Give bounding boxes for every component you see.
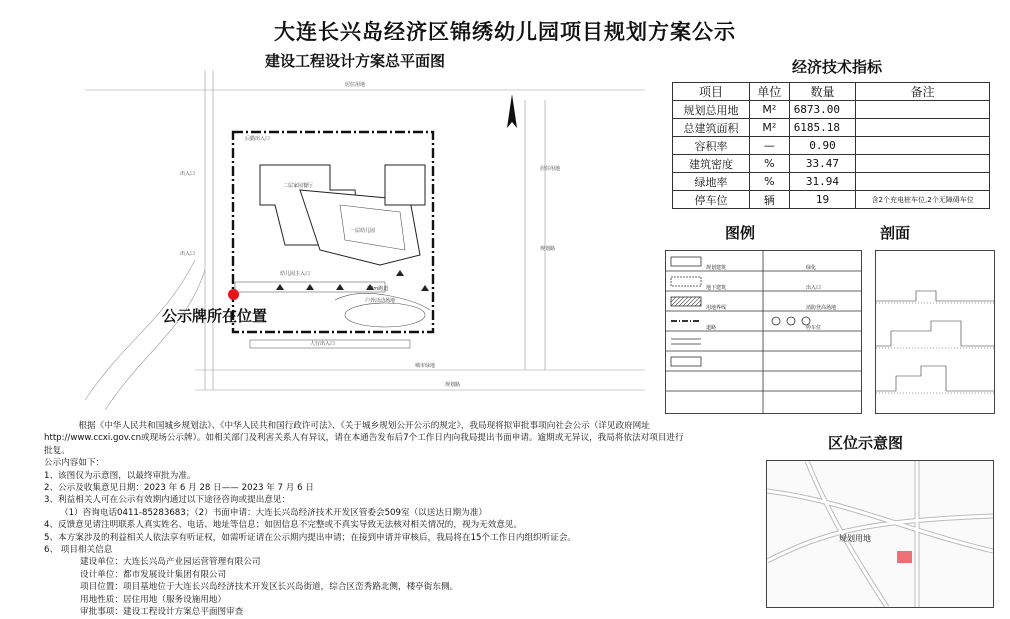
notice-item: 3、利益相关人可在公示有效期内通过以下途径咨询或提出意见： xyxy=(44,495,291,506)
table-row xyxy=(673,173,990,191)
plan-label-service-entrance: 后勤出入口 xyxy=(245,136,271,142)
notice-intro-2: http://www.ccxi.gov.cn或现场公示牌）。如相关部门及利害关系人有异议，请在本通告发布后7个工作日内向我局提出书面申请。逾期或无异议，我局将依法对项目进行 xyxy=(44,433,684,444)
table-row xyxy=(673,137,990,155)
row-item: 规划总用地 xyxy=(673,101,750,119)
project-info: 设计单位：都市发展设计集团有限公司 xyxy=(80,569,227,580)
site-plan-drawing xyxy=(85,70,645,410)
notice-item: 2、公示及收集意见日期：2023 年 6 月 28 日—— 2023 年 7 月 6 日 xyxy=(44,483,314,494)
site-plan-title: 建设工程设计方案总平面图 xyxy=(265,52,446,70)
col-header: 数量 xyxy=(789,83,856,101)
notice-text xyxy=(44,420,684,619)
plan-label-activity: 户外活动场地 xyxy=(365,298,396,304)
row-value: 19 xyxy=(789,191,856,209)
sign-location-label: 公示牌所在位置 xyxy=(162,307,268,325)
location-map-drawing xyxy=(767,461,993,607)
project-info: 项目位置：项目基地位于大连长兴岛经济技术开发区长兴岛街道，综合区峦秀路北侧，楼亭街东侧。 xyxy=(80,582,459,593)
notice-item: 1、该图仅为示意图，以最终审批为准。 xyxy=(44,470,196,481)
row-note: 含2个充电桩车位,2个无障碍车位 xyxy=(856,191,990,209)
project-info: 建设单位：大连长兴岛产业园运营管理有限公司 xyxy=(80,557,261,568)
legend-labels-right xyxy=(806,258,836,338)
row-value: 6873.00 xyxy=(789,101,856,119)
row-item: 总建筑面积 xyxy=(673,119,750,137)
notice-item: 5、本方案涉及的利益相关人依法享有听证权，如需听证请在公示期内提出申请；在接到申请并审核后，我局将在15个工作日内组织听证会。 xyxy=(44,532,577,543)
plan-label-residential-north: 居住用地 xyxy=(345,82,366,88)
plan-label-main-entrance: 幼儿园主入口 xyxy=(280,271,311,277)
row-item: 绿地率 xyxy=(673,173,750,191)
econ-title: 经济技术指标 xyxy=(792,58,883,76)
section-panel xyxy=(875,250,995,414)
sign-location-marker xyxy=(228,289,239,300)
table-row xyxy=(673,191,990,209)
plan-label-road-south: 规划路 xyxy=(445,382,461,388)
col-header: 备注 xyxy=(856,83,990,101)
north-arrow-icon xyxy=(505,94,519,130)
row-value: 31.94 xyxy=(789,173,856,191)
row-note xyxy=(856,101,990,119)
plan-label-road-east: 规划路 xyxy=(540,246,556,252)
econ-table-header xyxy=(673,83,990,101)
plan-label-green: 城市绿地 xyxy=(415,363,436,369)
section-title: 剖面 xyxy=(880,224,911,242)
location-label: 规划用地 xyxy=(839,534,871,543)
legend-item: 绿化 xyxy=(806,265,817,271)
row-unit: M² xyxy=(749,119,789,137)
project-info: 用地性质：居住用地（服务设施用地） xyxy=(80,594,227,605)
plan-label-entrance-b: 出入口 xyxy=(180,251,196,257)
table-row xyxy=(673,119,990,137)
table-row xyxy=(673,155,990,173)
section-drawing xyxy=(876,251,994,413)
row-unit: % xyxy=(749,155,789,173)
legend-item: 停车位 xyxy=(806,325,822,331)
notice-item: （1）咨询电话0411-85283683；（2）书面申请：大连长兴岛经济技术开发区管委会509室（以送达日期为准） xyxy=(60,507,487,518)
plan-label-residential-east: 居住用地 xyxy=(540,166,561,172)
row-note xyxy=(856,137,990,155)
notice-content-heading: 公示内容如下： xyxy=(44,458,105,469)
row-unit: 辆 xyxy=(749,191,789,209)
row-note xyxy=(856,173,990,191)
row-value: 33.47 xyxy=(789,155,856,173)
location-title: 区位示意图 xyxy=(828,434,904,452)
row-item: 建筑密度 xyxy=(673,155,750,173)
project-info: 审批事项：建设工程设计方案总平面图审查 xyxy=(80,607,244,618)
legend-item: 道路 xyxy=(706,325,717,331)
plan-label-pedestrian: 人行出入口 xyxy=(310,341,336,347)
legend-panel xyxy=(665,250,862,414)
row-note xyxy=(856,155,990,173)
econ-table xyxy=(672,82,990,209)
notice-intro: 根据《中华人民共和国城乡规划法》、《中华人民共和国行政许可法》、《关于城乡规划公开公示的规定》，我局现将拟审批事项向社会公示（详见政府网址 xyxy=(78,421,650,431)
col-header: 单位 xyxy=(749,83,789,101)
page-title: 大连长兴岛经济区锦绣幼儿园项目规划方案公示 xyxy=(274,20,736,44)
row-unit: — xyxy=(749,137,789,155)
legend-labels xyxy=(706,258,726,338)
row-unit: M² xyxy=(749,101,789,119)
plan-label-kindergarten: 一层幼儿园 xyxy=(350,228,376,234)
legend-title: 图例 xyxy=(725,224,756,242)
plan-label-track: 30m跑道 xyxy=(367,286,389,292)
notice-item: 4、反馈意见请注明联系人真实姓名、电话、地址等信息；如因信息不完整或不真实导致无法核对相关情况的，视为无效意见。 xyxy=(44,520,523,531)
plan-label-dining: 二层家园餐厅 xyxy=(283,183,314,189)
legend-item: 地下建筑 xyxy=(706,285,727,291)
legend-item: 规划建筑 xyxy=(706,265,727,271)
row-value: 6185.18 xyxy=(789,119,856,137)
notice-item: 6、 项目相关信息 xyxy=(44,545,113,556)
legend-item: 消防登高场地 xyxy=(806,305,837,311)
location-map xyxy=(766,460,994,608)
row-item: 停车位 xyxy=(673,191,750,209)
table-row xyxy=(673,101,990,119)
col-header: 项目 xyxy=(673,83,750,101)
row-item: 容积率 xyxy=(673,137,750,155)
row-unit: % xyxy=(749,173,789,191)
plan-label-entrance-a: 出入口 xyxy=(180,171,196,177)
row-value: 0.90 xyxy=(789,137,856,155)
legend-item: 出入口 xyxy=(806,285,822,291)
row-note xyxy=(856,119,990,137)
legend-item: 用地界线 xyxy=(706,305,727,311)
notice-intro-3: 批复。 xyxy=(44,445,70,456)
